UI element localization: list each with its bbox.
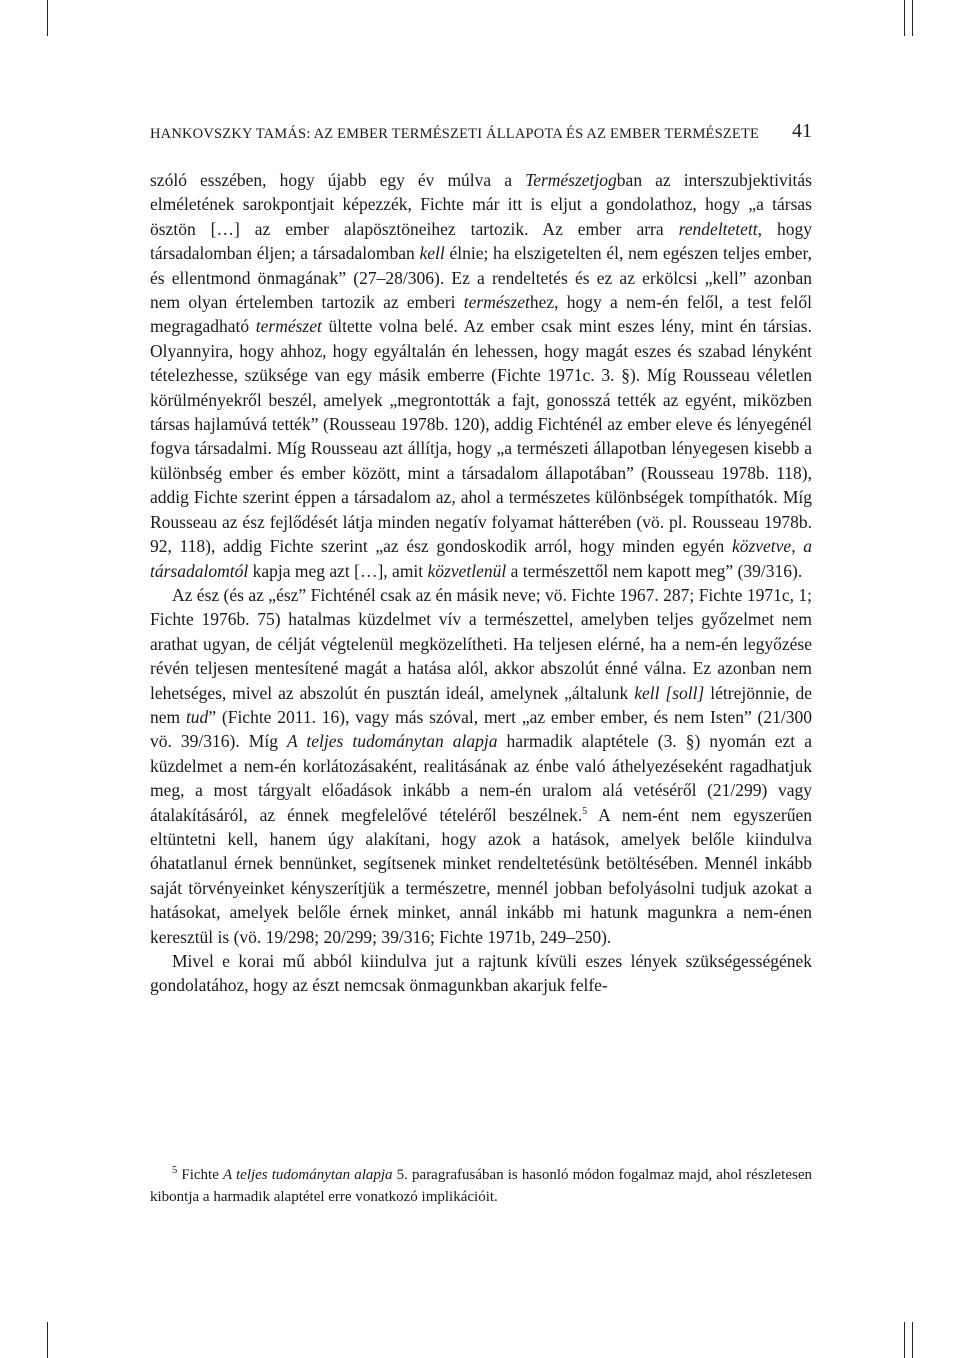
- running-head: HANKOVSZKY TAMÁS: AZ EMBER TERMÉSZETI ÁLLAPOTA ÉS AZ EMBER TERMÉSZETE: [150, 126, 760, 142]
- body-text: [150, 168, 812, 998]
- crop-mark-bottom-left: [47, 1322, 48, 1358]
- footnote-number: 5: [172, 1165, 178, 1176]
- page-header: [150, 120, 812, 150]
- crop-mark-bottom-right-b: [912, 1322, 913, 1358]
- crop-mark-top-right-a: [904, 0, 905, 36]
- crop-mark-bottom-right-a: [904, 1322, 905, 1358]
- footnote-reference[interactable]: 5: [582, 805, 588, 817]
- footnote: $^5$ Fichte A teljes tudománytan alapja 5. paragrafusában is hasonló módon fogalmaz majd, ahol részletesen kibontja a harmadik alaptétel erre vonatkozó implikációit.: [150, 1165, 812, 1205]
- page-number: 41: [792, 120, 812, 142]
- paragraph-2: Az ész (és az „ész” Fichténél csak az én másik neve; vö. Fichte 1967. 287; Fichte 1971c, 1; Fichte 1976b. 75) hatalmas küzdelmet vív a természettel, amelyben teljes győzelmet nem arathat ugyan, de célját végtelenül megközelítheti. Ha teljesen elérné, ha a nem-én legyőzése révén teljesen mentesítené magát a hatása alól, akkor abszolút énné válna. Ez azonban nem lehetséges, mivel az abszolút én pusztán ideál, amelynek „általunk kell [soll] létrejönnie, de nem tud” (Fichte 2011. 16), vagy más szóval, mert „az ember ember, és nem Isten” (21/300 vö. 39/316). Míg A teljes tudománytan alapja harmadik alaptétele (3. §) nyomán ezt a küzdelmet a nem-én korlátozásaként, realitásának az énbe való áthelyezéseként ragadhatjuk meg, a most tárgyalt előadások inkább a nem-én uralom alá vetéséről (21/299) vagy átalakításáról, az énnek megfelelővé tételéről beszélnek.$^5$ A nem-ént nem egyszerűen eltüntetni kell, hanem úgy alakítani, hogy azok a hatások, amelyek belőle kiindulva óhatatlanul érnek bennünket, segítsenek minket rendeltetésünk betöltésében. Mennél inkább saját törvényeinket kényszerítjük a természetre, mennél jobban befolyásolni tudjuk azokat a hatásokat, amelyek belőle érnek minket, annál inkább mi hatunk magunkra a nem-énen keresztül is (vö. 19/298; 20/299; 39/316; Fichte 1971b, 249–250).: [150, 584, 812, 947]
- paragraph-3: Mivel e korai mű abból kiindulva jut a rajtunk kívüli eszes lények szükségességének gondolatához, hogy az észt nemcsak önmagunkban akarjuk felfe-: [150, 951, 812, 996]
- paragraph-1: szóló esszében, hogy újabb egy év múlva a Természetjogban az interszubjektivitás elméletének sarokpontjait képezzék, Fichte már itt is eljut a gondolathoz, hogy „a társas ösztön […] az ember alapösztöneihez tartozik. Az ember arra rendeltetett, hogy társadalomban éljen; a társadalomban kell élnie; ha elszigetelten él, nem egészen teljes ember, és ellentmond önmagának” (27–28/306). Ez a rendeltetés és ez az erkölcsi „kell” azonban nem olyan értelemben tartozik az emberi természethez, hogy a nem-én felől, a test felől megragadható természet ültette volna belé. Az ember csak mint eszes lény, mint én társias. Olyannyira, hogy ahhoz, hogy egyáltalán én lehessen, hogy magát eszes és szabad lényként tételezhesse, szüksége van egy másik emberre (Fichte 1971c. 3. §). Míg Rousseau véletlen körülményekről beszél, amelyek „megrontották a fajt, gonosszá tették az egyént, miközben társas hajlamúvá tették” (Rousseau 1978b. 120), addig Fichténél az ember eleve és lényegénél fogva társadalmi. Míg Rousseau azt állítja, hogy „a természeti állapotban lényegesen kisebb a különbség ember és ember között, mint a társadalom állapotában” (Rousseau 1978b. 118), addig Fichte szerint éppen a társadalom az, ahol a természetes különbségek tompíthatók. Míg Rousseau az ész fejlődését látja minden negatív folyamat hátterében (vö. pl. Rousseau 1978b. 92, 118), addig Fichte szerint „az ész gondoskodik arról, hogy minden egyén közvetve, a társadalomtól kapja meg azt […], amit közvetlenül a természettől nem kapott meg” (39/316).: [150, 170, 813, 581]
- crop-mark-top-left: [47, 0, 48, 36]
- crop-mark-top-right-b: [912, 0, 913, 36]
